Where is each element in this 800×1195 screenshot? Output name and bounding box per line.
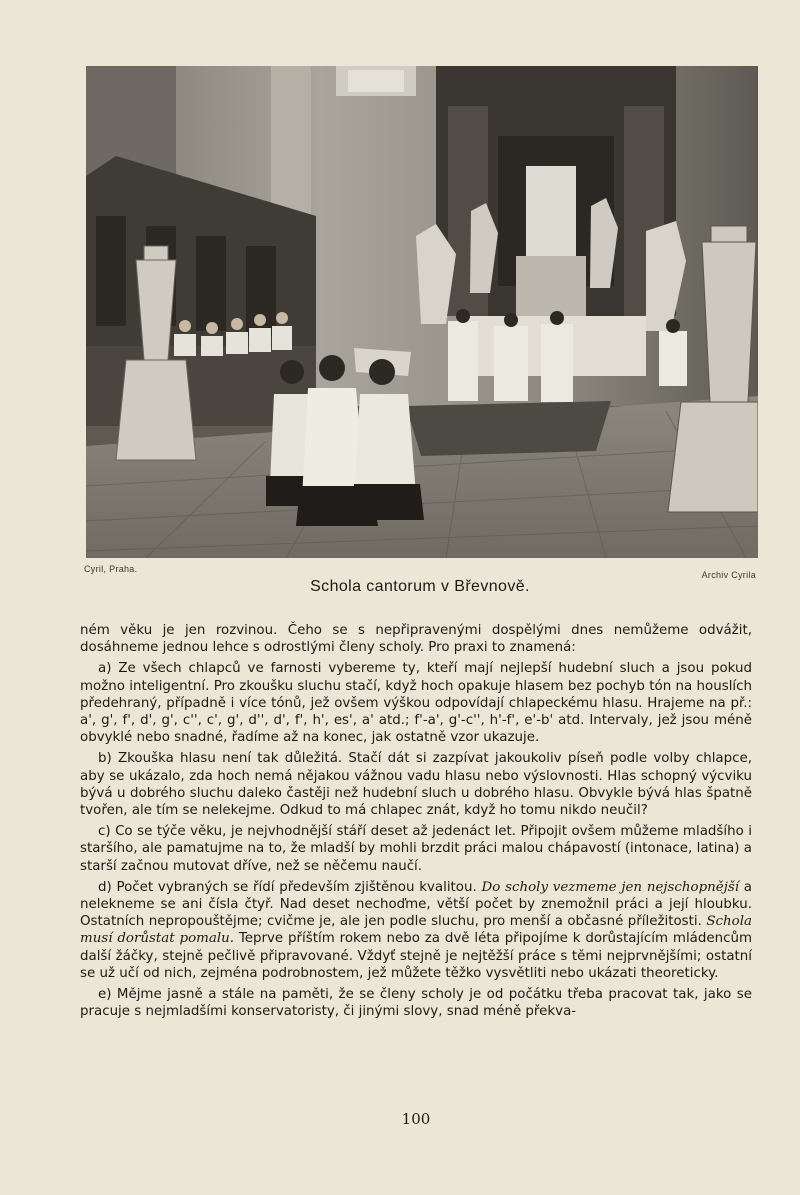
photo-illustration [86, 66, 758, 558]
paragraph-text: a) Ze všech chlapců ve farnosti vybereme ty, kteří mají nejlepší hudební sluch a jsou pokud možno inteligentní. Pro zkoušku sluchu stačí, když hoch opakuje hlasem bez pochyb tón na houslích předehraný, případně i více tónů, jež ovšem výškou odpovídají chlapeckému hlasu. Hrajeme na př.: a', g', f', d', g', c'', c', g', d'', d', f', h', es', a' atd.; f'-a', g'-c'', h'-f', e'-b' atd. Intervaly, jež jsou méně obvyklé nebo snadné, řadíme až na konec, jak ostatně vzor ukazuje. [80, 661, 752, 746]
paragraph-text: e) Mějme jasně a stále na paměti, že se členy scholy je od počátku třeba pracovat tak, jako se pracuje s nejmladšími konservatoristy, či jinými slovy, snad méně překva- [80, 987, 752, 1020]
page-number: 100 [401, 1110, 431, 1128]
paragraph [80, 622, 752, 656]
body-text [80, 622, 752, 1024]
paragraph-text: a nelekneme se ani čísla čtyř. Nad deset nechoďme, větší počet by znemožnil práci a její hloubku. Ostatních nepropouštějme; cvičme je, ale jen podle sluchu, pro menší a občasné příležitosti. [80, 879, 752, 930]
photo-credit-left: Cyril, Praha. [84, 564, 138, 574]
paragraph [80, 750, 752, 819]
emphasis-text: Schola musí dorůstat pomalu. [80, 914, 752, 947]
church-choir-photograph [86, 66, 758, 558]
emphasis-text: Do scholy vezmeme jen nejschopnější [481, 879, 740, 895]
photo-caption: Schola cantorum v Břevnově. [310, 578, 530, 595]
paragraph [80, 660, 752, 746]
paragraph-text: ném věku je jen rozvinou. Čeho se s nepřipravenými dospělými dnes nemůžeme odvážit, dosáhneme jednou lehce s odrostlými členy scholy. Pro praxi to znamená: [80, 623, 752, 656]
paragraph-text: Teprve příštím rokem nebo za dvě léta připojíme k dorůstajícím mládencům další žáčky, stejně pečlivě připravované. Vždyť stejně je nejtěžší práce s těmi nejprvnějšími; ostatní se už učí od nich, zejména podrobnostem, jež můžete těžko vysvětliti nebo ukázati theoreticky. [80, 931, 752, 981]
photo-credit-right: Archiv Cyrila [701, 570, 756, 580]
paragraph-text: d) Počet vybraných se řídí především zjištěnou kvalitou. [98, 879, 482, 895]
paragraph [80, 879, 752, 982]
paragraph [80, 823, 752, 875]
paragraph [80, 986, 752, 1020]
paragraph-text: b) Zkouška hlasu není tak důležitá. Stačí dát si zazpívat jakoukoliv píseň podle volby chlapce, aby se ukázalo, zda hoch nemá nějakou vážnou vadu hlasu nebo výslovnosti. Hlas schopný výcviku bývá u dobrého sluchu daleko častěji než hudební sluch u dobrého hlasu. Obvykle bývá hlas špatně tvořen, ale tím se nelekejme. Odkud to má chlapec znát, když ho tomu nikdo neučil? [80, 751, 752, 819]
paragraph-text: c) Co se týče věku, je nejvhodnější stáří deset až jedenáct let. Připojit ovšem můžeme mladšího i staršího, ale pamatujme na to, že mladší by mohli brzdit práci malou chápavostí (intonace, latina) a starší začnou mutovat dříve, než se něčemu naučí. [80, 824, 752, 874]
